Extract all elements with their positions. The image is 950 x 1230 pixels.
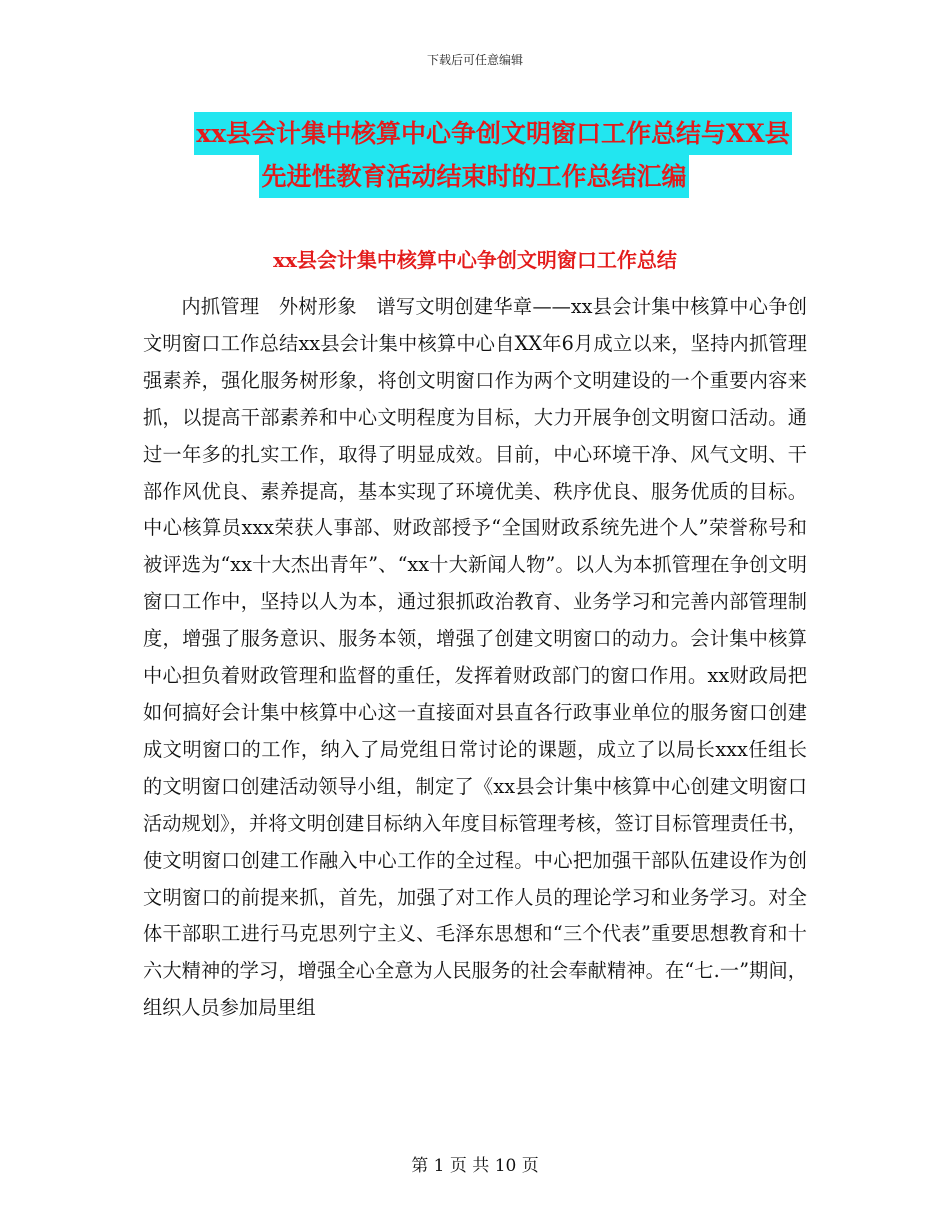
document-title [0, 112, 950, 198]
body-paragraph: 内抓管理 外树形象 谱写文明创建华章——xx县会计集中核算中心争创文明窗口工作总结xx县会计集中核算中心自XX年6月成立以来，坚持内抓管理强素养，强化服务树形象，将创文明窗口作为两个文明建设的一个重要内容来抓，以提高干部素养和中心文明程度为目标，大力开展争创文明窗口活动。通过一年多的扎实工作，取得了明显成效。目前，中心环境干净、风气文明、干部作风优良、素养提高，基本实现了环境优美、秩序优良、服务优质的目标。中心核算员xxx荣获人事部、财政部授予“全国财政系统先进个人”荣誉称号和被评选为“xx十大杰出青年”、“xx十大新闻人物”。以人为本抓管理在争创文明窗口工作中，坚持以人为本，通过狠抓政治教育、业务学习和完善内部管理制度，增强了服务意识、服务本领，增强了创建文明窗口的动力。会计集中核算中心担负着财政管理和监督的重任，发挥着财政部门的窗口作用。xx财政局把如何搞好会计集中核算中心这一直接面对县直各行政事业单位的服务窗口创建成文明窗口的工作，纳入了局党组日常讨论的课题，成立了以局长xxx任组长的文明窗口创建活动领导小组，制定了《xx县会计集中核算中心创建文明窗口活动规划》，并将文明创建目标纳入年度目标管理考核，签订目标管理责任书，使文明窗口创建工作融入中心工作的全过程。中心把加强干部队伍建设作为创文明窗口的前提来抓，首先，加强了对工作人员的理论学习和业务学习。对全体干部职工进行马克思列宁主义、毛泽东思想和“三个代表”重要思想教育和十六大精神的学习，增强全心全意为人民服务的社会奉献精神。在“七.一”期间，组织人员参加局里组 [143, 295, 807, 1020]
page-number-footer: 第 1 页 共 10 页 [411, 1156, 539, 1176]
section-title: xx县会计集中核算中心争创文明窗口工作总结 [273, 248, 677, 272]
document-title-line-2: 先进性教育活动结束时的工作总结汇编 [259, 155, 688, 198]
header-note: 下载后可任意编辑 [426, 53, 523, 67]
document-title-line-1: xx县会计集中核算中心争创文明窗口工作总结与XX县 [194, 112, 792, 155]
